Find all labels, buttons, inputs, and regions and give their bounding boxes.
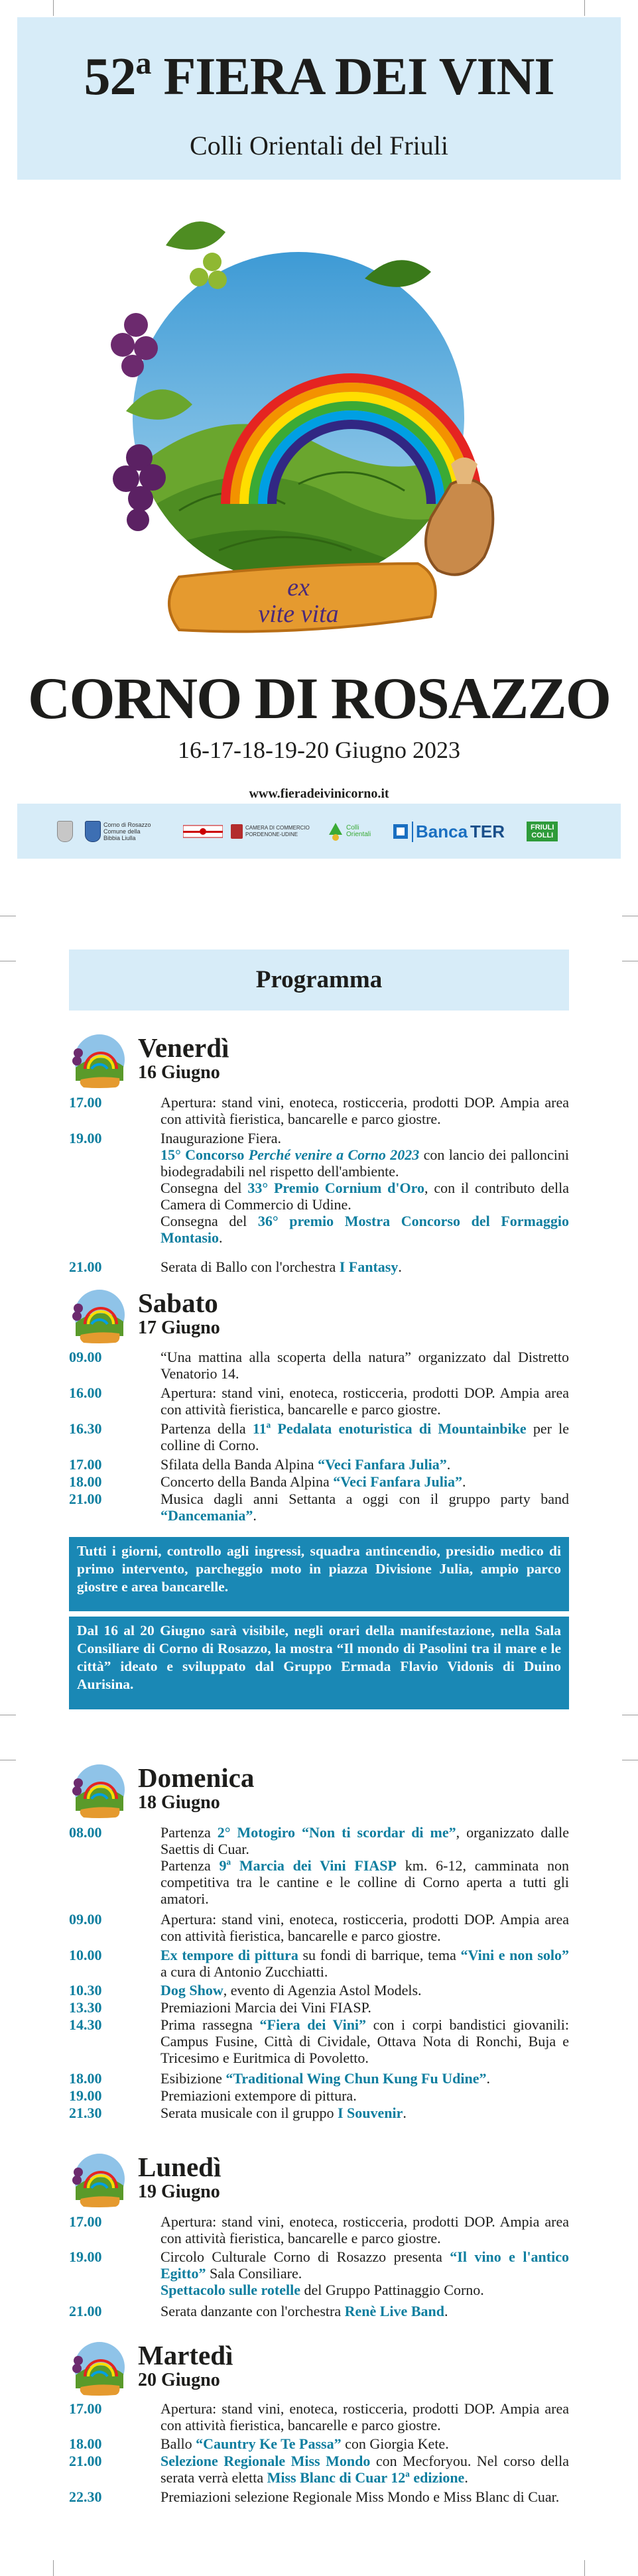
event-item: 08.00 Partenza 2° Motogiro “Non ti scordar di me”, organizzato dalle Saettis di Cuar. Partenza 9ª Marcia dei Vini FIASP km. 6-12, camminata non competitiva tra le cantine e le colline di Corno aperta a tutti gli amatori. [69,1824,570,1907]
main-title: 52$^a$ FIERA DEI VINI [84,46,554,106]
website-link[interactable]: www.fieradeivinicorno.it [249,786,389,801]
subtitle: Colli Orientali del Friuli [190,131,448,160]
event-item: 18.00 Esibizione “Traditional Wing Chun Kung Fu Udine”. [69,2070,490,2087]
event-item: 16.00 Apertura: stand vini, enoteca, rosticceria, prodotti DOP. Ampia area con attività fieristica, bancarelle e parco giostre. [69,1384,569,1418]
fair-logo-icon [69,1029,130,1090]
event-item: 21.00 Musica dagli anni Settanta a oggi con il gruppo party band “Dancemania”. [69,1491,569,1524]
event-item: 09.00 Apertura: stand vini, enoteca, rosticceria, prodotti DOP. Ampia area con attività fieristica, bancarelle e parco giostre. [69,1911,569,1944]
event-item: 19.00 Inaugurazione Fiera. 15° Concorso Perché venire a Corno 2023 con lancio dei palloncini biodegradabili nel rispetto dell'ambiente. Consegna del 33° Premio Cornium d'Oro, con il contributo della Camera di Commercio di Udine. Consegna del 36° premio Mostra Concorso del Formaggio Montasio. [69,1130,570,1246]
notice-box-info: Tutti i giorni, controllo agli ingressi, squadra antincendio, presidio medico di primo intervento, parcheggio moto in piazza Divisione Julia, ampio parco giostre e area bancarelle. [69,1537,569,1611]
crop-mark [584,2560,585,2576]
fair-logo-icon [69,2148,130,2209]
sponsor-crest-icon [57,818,73,845]
event-item: 17.00 Apertura: stand vini, enoteca, rosticceria, prodotti DOP. Ampia area con attività fieristica, bancarelle e parco giostre. [69,1094,569,1127]
sponsor-comune: Corno di Rosazzo Comune della Bibbia Liulla [85,818,151,845]
event-item: 19.00 Circolo Culturale Corno di Rosazzo presenta “Il vino e l'antico Egitto” Sala Consiliare. Spettacolo sulle rotelle del Gruppo Pattinaggio Corno. [69,2248,569,2298]
event-item: 13.30 Premiazioni Marcia dei Vini FIASP. [69,1999,371,2016]
crop-mark [53,2560,54,2576]
event-item: 14.30 Prima rassegna “Fiera dei Vini” con i corpi bandistici giovanili: Campus Fusine, Città di Cividale, Ottava Nota di Ronchi, Buja e Tricesimo e Euritmica di Povoletto. [69,2016,570,2066]
event-item: 10.30 Dog Show, evento di Agenzia Astol Models. [69,1982,422,1998]
program-title: Programma [69,950,569,1011]
event-item: 18.00 Concerto della Banda Alpina “Veci Fanfara Julia”. [69,1473,466,1490]
event-item: 21.00 Selezione Regionale Miss Mondo con Mecforyou. Nel corso della serata verrà eletta Miss Blanc di Cuar 12ª edizione. [69,2453,569,2486]
sponsor-flag-icon [183,818,223,845]
fair-logo [99,192,531,643]
header-banner [17,17,621,180]
event-dates: 16-17-18-19-20 Giugno 2023 [178,737,460,763]
sponsor-cciaa: CAMERA DI COMMERCIO PORDENONE-UDINE [231,818,310,845]
event-item: 17.00 Apertura: stand vini, enoteca, rosticceria, prodotti DOP. Ampia area con attività fieristica, bancarelle e parco giostre. [69,2400,569,2433]
fair-logo-icon [69,2337,130,2398]
event-item: 21.00 Serata danzante con l'orchestra Renè Live Band. [69,2303,448,2319]
event-item: 17.00 Apertura: stand vini, enoteca, rosticceria, prodotti DOP. Ampia area con attività fieristica, bancarelle e parco giostre. [69,2213,569,2246]
sponsor-friuli-colli: FRIULI COLLI [527,818,558,845]
sponsor-bar [17,804,621,859]
notice-box-exhibition: Dal 16 al 20 Giugno sarà visibile, negli orari della manifestazione, nella Sala Consiliare di Corno di Rosazzo, la mostra “Il mondo di Pasolini tra il mare e le città” ideato e sviluppato dal Gruppo Ermada Flavio Vidonis di Duino Aurisina. [69,1617,569,1709]
fair-logo-icon [69,1759,130,1820]
event-item: 22.30 Premiazioni selezione Regionale Miss Mondo e Miss Blanc di Cuar. [69,2488,560,2505]
sponsor-colli-orientali: Colli Orientali [328,818,371,845]
event-item: 19.00 Premiazioni extempore di pittura. [69,2087,357,2104]
logo-motto-line1: ex [287,574,310,601]
town-name: CORNO DI ROSAZZO [28,666,610,731]
event-item: 21.30 Serata musicale con il gruppo I Souvenir. [69,2105,407,2121]
event-item: 16.30 Partenza della 11ª Pedalata enoturistica di Mountainbike per le colline di Corno. [69,1420,569,1453]
crop-mark [584,0,585,16]
event-item: 10.00 Ex tempore di pittura su fondi di barrique, tema “Vini e non solo” a cura di Antonio Zucchiatti. [69,1947,569,1980]
logo-motto-line2: vite vita [258,600,339,628]
event-item: 21.00 Serata di Ballo con l'orchestra I Fantasy. [69,1258,402,1275]
event-item: 18.00 Ballo “Cauntry Ke Te Passa” con Giorgia Kete. [69,2435,449,2452]
crop-mark [53,0,54,16]
fair-logo-icon [69,1284,130,1345]
event-item: 09.00 “Una mattina alla scoperta della natura” organizzato dal Distretto Venatorio 14. [69,1349,569,1382]
sponsor-bancater: Banca TER [392,818,505,845]
event-item: 17.00 Sfilata della Banda Alpina “Veci Fanfara Julia”. [69,1456,451,1473]
